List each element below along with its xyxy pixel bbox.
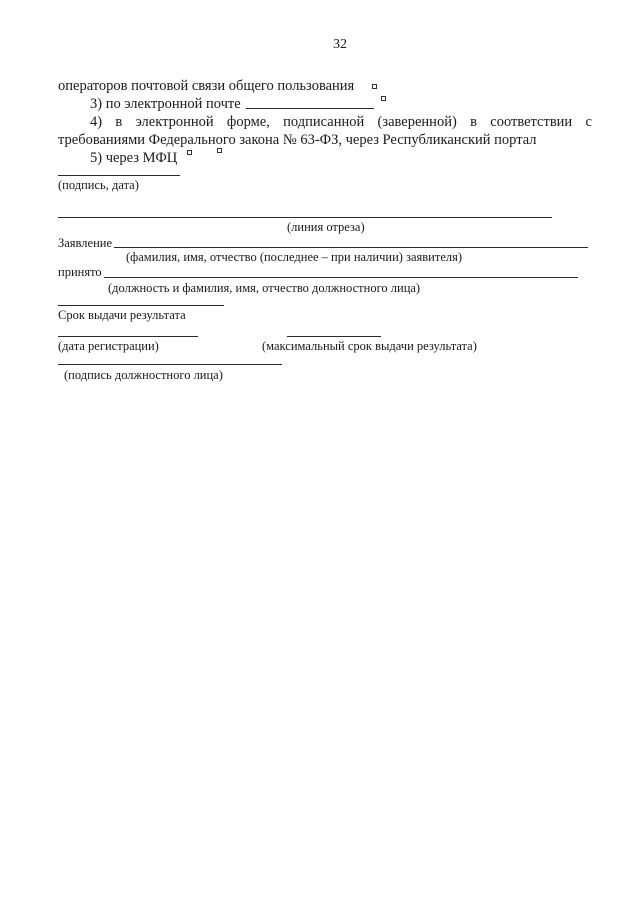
item-4-word: электронной	[135, 114, 214, 130]
statement-label: Заявление	[58, 236, 113, 250]
item-4-word: в	[470, 114, 477, 130]
item-4-word: форме,	[226, 114, 270, 130]
item-4-word: (заверенной)	[377, 114, 457, 130]
checkbox-mfc-2[interactable]	[217, 148, 222, 153]
cut-line-label: (линия отреза)	[287, 220, 365, 234]
paragraph-postal-operators: операторов почтовой связи общего пользования	[58, 78, 355, 94]
item-4-word: подписанной	[283, 114, 365, 130]
statement-applicant-line[interactable]	[114, 247, 588, 248]
accepted-label: принято	[58, 265, 102, 279]
checkbox-email[interactable]	[381, 96, 386, 101]
applicant-name-hint: (фамилия, имя, отчество (последнее – при наличии) заявителя)	[126, 250, 463, 264]
email-underline[interactable]	[246, 108, 374, 109]
max-result-term-label: (максимальный срок выдачи результата)	[262, 339, 477, 353]
signature-date-line[interactable]	[58, 175, 180, 176]
checkbox-mfc-1[interactable]	[187, 150, 192, 155]
official-signature-label: (подпись должностного лица)	[64, 368, 223, 382]
page-number: 32	[333, 37, 347, 52]
item-4-word: в	[115, 114, 123, 130]
signature-date-label: (подпись, дата)	[58, 178, 139, 192]
item-4-word: соответствии	[490, 114, 573, 130]
item-3-email-label: 3) по электронной почте	[90, 96, 241, 112]
item-4-electronic-form-line1	[90, 113, 592, 131]
result-term-top-line	[58, 305, 224, 306]
registration-date-label: (дата регистрации)	[58, 339, 159, 353]
accepted-official-line[interactable]	[104, 277, 578, 278]
max-result-term-line[interactable]	[287, 336, 381, 337]
cut-line	[58, 217, 552, 218]
official-signature-line[interactable]	[58, 364, 282, 365]
official-name-hint: (должность и фамилия, имя, отчество должностного лица)	[108, 281, 421, 295]
item-4-electronic-form-line2: требованиями Федерального закона № 63-ФЗ, через Республиканский портал	[58, 132, 537, 148]
item-4-word: 4)	[90, 114, 103, 130]
checkbox-postal[interactable]	[372, 84, 377, 89]
item-5-mfc-label: 5) через МФЦ	[90, 150, 178, 166]
item-4-word: с	[585, 114, 592, 130]
result-term-label: Срок выдачи результата	[58, 308, 186, 322]
registration-date-line[interactable]	[58, 336, 198, 337]
